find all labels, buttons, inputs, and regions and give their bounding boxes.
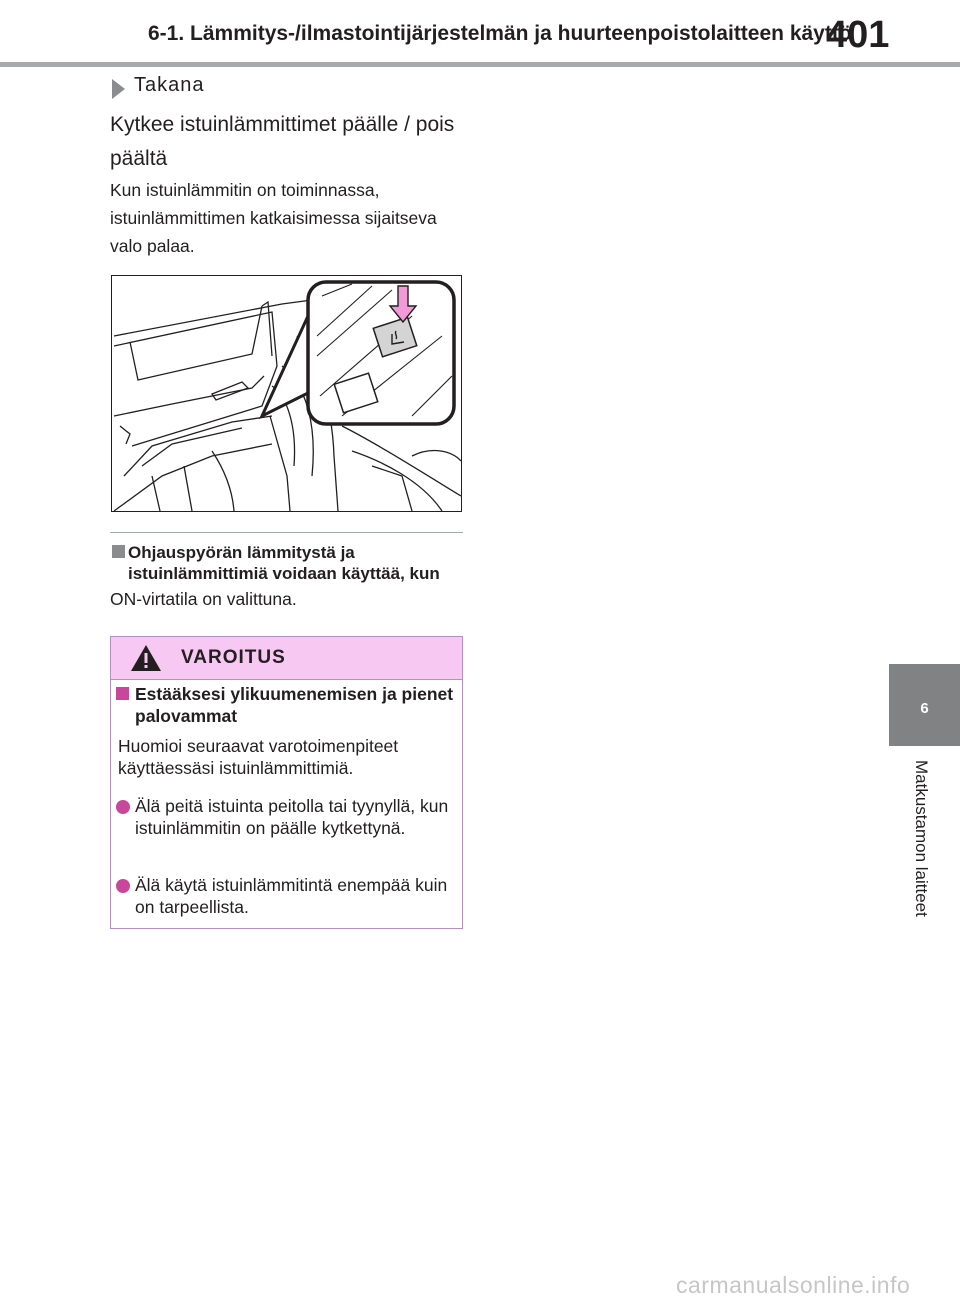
body-text: Kun istuinlämmitin on toiminnassa, istuinlämmittimen katkaisimessa sijaitseva valo palaa. <box>110 180 437 256</box>
warning-label: VAROITUS <box>181 647 286 668</box>
chapter-tab <box>889 664 960 746</box>
bullet-dot-icon <box>116 800 130 814</box>
triangle-bullet-icon <box>112 79 125 99</box>
seat-heater-switch-illustration <box>111 275 462 512</box>
note-separator <box>110 532 463 533</box>
note-text: ON-virtatila on valittuna. <box>110 589 297 609</box>
watermark: carmanualsonline.info <box>676 1272 911 1298</box>
pink-square-bullet-icon <box>116 687 129 700</box>
note-title: Ohjauspyörän lämmitystä ja istuinlämmittimiä voidaan käyttää, kun <box>128 543 440 583</box>
warning-subheading: Estääksesi ylikuumenemisen ja pienet palovammat <box>135 684 454 726</box>
page-number: 401 <box>826 14 890 56</box>
warning-triangle-icon <box>129 643 163 673</box>
subheading: Takana <box>134 74 205 96</box>
warning-bullet: Älä peitä istuinta peitolla tai tyynyllä, kun istuinlämmitin on päälle kytkettynä. <box>135 796 449 838</box>
warning-header <box>111 637 462 680</box>
bullet-dot-icon <box>116 879 130 893</box>
warning-bullet: Älä käytä istuinlämmitintä enempää kuin on tarpeellista. <box>135 875 448 917</box>
chapter-number: 6 <box>920 700 929 717</box>
warning-intro: Huomioi seuraavat varotoimenpiteet käyttäessäsi istuinlämmittimiä. <box>118 736 399 778</box>
gray-square-bullet-icon <box>112 545 125 558</box>
feature-title: Kytkee istuinlämmittimet päälle / pois päältä <box>110 113 455 170</box>
section-title: 6-1. Lämmitys-/ilmastointijärjestelmän ja huurteenpoistolaitteen käyttö <box>148 22 852 45</box>
header-rule <box>0 62 960 67</box>
chapter-label: Matkustamon laitteet <box>912 760 931 917</box>
